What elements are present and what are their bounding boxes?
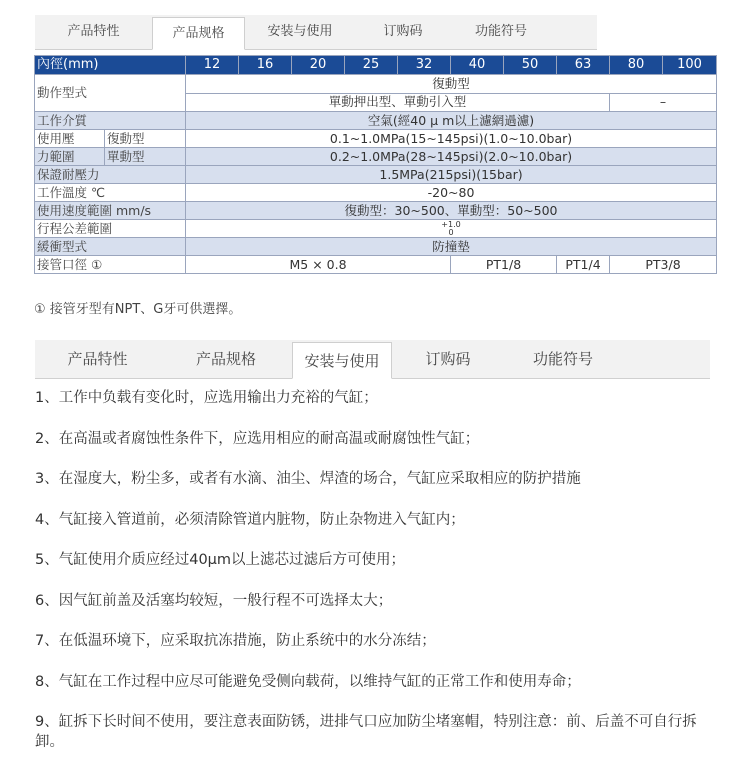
port-size-pt38: PT3/8 — [610, 256, 717, 274]
list-item: 2、在高温或者腐蚀性条件下，应选用相应的耐高温或耐腐蚀性气缸； — [35, 430, 480, 447]
stroke-lower: 0 — [448, 227, 454, 237]
cushion-label: 緩衝型式 — [35, 238, 186, 256]
pressure-double-value: 0.1~1.0MPa(15~145psi)(1.0~10.0bar) — [186, 130, 717, 148]
table-row — [35, 148, 717, 166]
list-item: 3、在湿度大，粉尘多，或者有水滴、油尘、焊渣的场合，气缸应采取相应的防护措施 — [35, 471, 581, 487]
bore-40: 40 — [451, 56, 504, 75]
table-row — [35, 130, 717, 148]
port-size-label: 接管口徑 ① — [35, 256, 186, 274]
bore-20: 20 — [292, 56, 345, 75]
action-type-label: 動作型式 — [35, 75, 186, 112]
tab-function-symbol[interactable]: 功能符号 — [474, 24, 527, 39]
list-item: 6、因气缸前盖及活塞均较短，一般行程不可选择太大； — [35, 592, 393, 609]
list-item: 7、在低温环境下，应采取抗冻措施，防止系统中的水分冻结； — [35, 633, 436, 649]
list-item: 9、缸拆下长时间不使用，要注意表面防锈，进排气口应加防尘堵塞帽，特别注意：前、后盖不可自行拆卸。 — [35, 714, 697, 750]
stroke-tolerance-label: 行程公差範圍 — [35, 220, 186, 238]
port-size-m5: M5 × 0.8 — [186, 256, 451, 274]
temperature-label: 工作溫度 ℃ — [35, 184, 186, 202]
tab-order-code[interactable]: 订购码 — [383, 24, 423, 39]
action-single-value: 單動押出型、單動引入型 — [186, 93, 610, 112]
bore-50: 50 — [504, 56, 557, 75]
bore-100: 100 — [663, 56, 717, 75]
tab-features[interactable]: 产品特性 — [67, 350, 128, 368]
table-row — [35, 112, 717, 130]
port-size-pt18: PT1/8 — [451, 256, 557, 274]
pressure-single-value: 0.2~1.0MPa(28~145psi)(2.0~10.0bar) — [186, 148, 717, 166]
temperature-value: -20~80 — [186, 184, 717, 202]
proof-pressure-label: 保證耐壓力 — [35, 166, 186, 184]
list-item: 1、工作中负载有变化时，应选用输出力充裕的气缸； — [35, 390, 378, 406]
table-row — [35, 166, 717, 184]
installation-notes — [35, 388, 715, 773]
bore-80: 80 — [610, 56, 663, 75]
stroke-upper: +1.0 — [441, 219, 461, 229]
spec-table — [34, 55, 717, 274]
medium-label: 工作介質 — [35, 112, 186, 130]
list-item: 4、气缸接入管道前，必须清除管道内脏物，防止杂物进入气缸内； — [35, 511, 465, 528]
proof-pressure-value: 1.5MPa(215psi)(15bar) — [186, 166, 717, 184]
table-row — [35, 184, 717, 202]
list-item: 8、气缸在工作过程中应尽可能避免受侧向载荷，以维持气缸的正常工作和使用寿命； — [35, 673, 581, 690]
table-row — [35, 238, 717, 256]
port-size-pt14: PT1/4 — [557, 256, 610, 274]
bore-63: 63 — [557, 56, 610, 75]
bore-12: 12 — [186, 56, 239, 75]
pressure-double-label: 復動型 — [105, 130, 186, 148]
tab-installation[interactable]: 安装与使用 — [267, 24, 333, 39]
medium-value: 空氣(經40 μ m以上濾網過濾) — [186, 112, 717, 130]
spec-tab-bar — [35, 15, 597, 50]
pressure-label-1: 使用壓 — [35, 130, 105, 148]
table-header-row — [35, 56, 717, 75]
speed-label: 使用速度範圍 mm/s — [35, 202, 186, 220]
tab-specifications[interactable]: 产品规格 — [195, 350, 256, 368]
pressure-label-2: 力範圍 — [35, 148, 105, 166]
table-row — [35, 202, 717, 220]
table-row — [35, 220, 717, 238]
action-single-na: – — [610, 93, 717, 112]
port-footnote: ① 接管牙型有NPT、G牙可供選擇。 — [34, 302, 242, 317]
tab-function-symbol[interactable]: 功能符号 — [532, 350, 593, 368]
bore-16: 16 — [239, 56, 292, 75]
tab-order-code[interactable]: 订购码 — [425, 350, 471, 368]
bore-32: 32 — [398, 56, 451, 75]
stroke-tolerance-value — [186, 220, 717, 238]
bore-25: 25 — [345, 56, 398, 75]
table-row — [35, 256, 717, 274]
list-item: 5、气缸使用介质应经过40μm以上滤芯过滤后方可使用； — [35, 552, 406, 568]
speed-value: 復動型：30~500、單動型：50~500 — [186, 202, 717, 220]
tab-installation[interactable]: 安装与使用 — [292, 342, 392, 379]
stroke-tolerance-fraction — [441, 221, 460, 237]
cushion-value: 防撞墊 — [186, 238, 717, 256]
action-double-value: 復動型 — [186, 75, 717, 94]
pressure-single-label: 單動型 — [105, 148, 186, 166]
table-row — [35, 75, 717, 94]
tab-features[interactable]: 产品特性 — [67, 24, 120, 39]
tab-specifications[interactable]: 产品规格 — [152, 17, 245, 50]
bore-header-label: 內徑(mm) — [35, 56, 186, 75]
install-tab-bar — [35, 340, 710, 379]
